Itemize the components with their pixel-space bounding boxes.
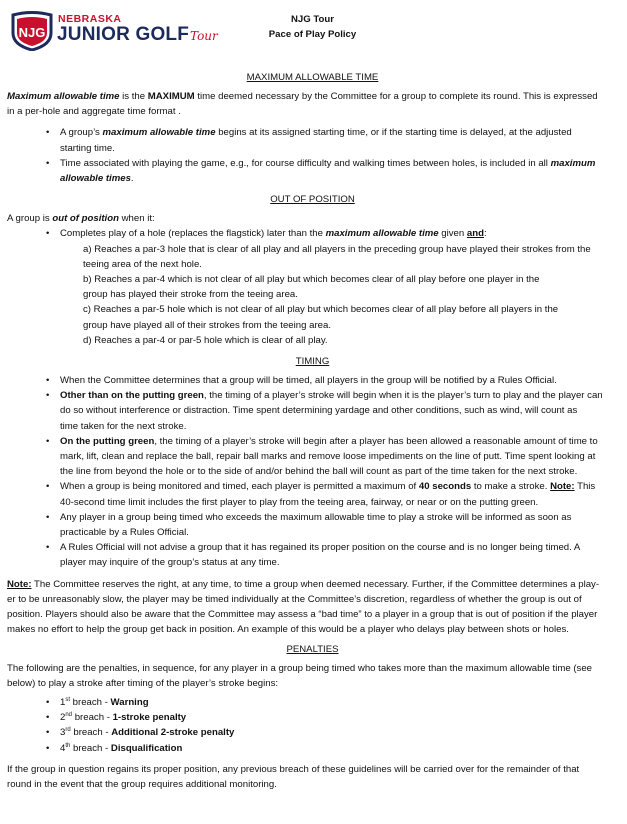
list-item: • Completes play of a hole (replaces the flagstick) later than the maximum allowable time given and: — [7, 226, 618, 241]
max-time-intro: Maximum allowable time is the MAXIMUM time deemed necessary by the Committee for a group to complete its round. This is expressed in a per-hole and aggregate time format . — [7, 91, 598, 118]
title-line-2: Pace of Play Policy — [268, 29, 357, 40]
list-item: • Time associated with playing the game, e.g., for course difficulty and walking times between holes, is included in all maximum allowable times. — [7, 156, 618, 186]
condition-a: a) Reaches a par-3 hole that is clear of all play and all players in the preceding group have played their strokes from the teeing area of the next hole. — [83, 243, 591, 270]
logo-tour: Tour — [190, 29, 218, 43]
list-item: • 1st breach - Warning — [7, 695, 618, 710]
penalties-heading: PENALTIES — [286, 643, 339, 655]
list-item: • 2nd breach - 1-stroke penalty — [7, 710, 618, 725]
max-time-list — [7, 125, 618, 186]
out-of-position-heading: OUT OF POSITION — [270, 194, 355, 206]
penalties-closing: If the group in question regains its proper position, any previous breach of these guidelines will be carried over for the remainder of that round in the event that the group requires additional monitoring. — [7, 763, 580, 790]
title-line-1: NJG Tour — [291, 14, 334, 25]
logo-mark-text: NJG — [18, 25, 46, 40]
list-item: • A Rules Official will not advise a group that it has regained its proper position on the course and is no longer being timed. A player may inquire of the group’s status at any time. — [7, 540, 618, 570]
list-item: • On the putting green, the timing of a player’s stroke will begin after a player has been allowed a reasonable amount of time to mark, lift, clean and replace the ball, repair ball marks and remove loose impediments on the line of putt. Time spent looking at the line from beyond the hole or to the side of and/or behind the ball will count as part of the time taken for the next stroke. — [7, 434, 618, 480]
logo-nebraska: NEBRASKA — [58, 13, 122, 25]
condition-c: c) Reaches a par-5 hole which is not clear of all play but which becomes clear of all play before all players in the group have played all of their strokes from the teeing area. — [83, 304, 559, 331]
condition-b: b) Reaches a par-4 which is not clear of all play but which becomes clear of all play before one player in the group has played their stroke from the teeing area. — [83, 274, 540, 301]
timing-heading: TIMING — [295, 356, 330, 368]
list-item: • 4th breach - Disqualification — [7, 741, 618, 756]
max-time-heading: MAXIMUM ALLOWABLE TIME — [246, 72, 379, 83]
penalties-intro: The following are the penalties, in sequence, for any player in a group being timed who takes more than the maximum allowable time (see below) to play a stroke after timing of the player’s stroke begins: — [7, 662, 593, 689]
condition-d: d) Reaches a par-4 or par-5 hole which is clear of all play. — [83, 334, 328, 346]
committee-note: Note: The Committee reserves the right, at any time, to time a group when deemed necessary. Further, if the Committee determines a play- er to be unreasonably slow, the player may be timed individually at the Committee’s discretion, regardless of whether the group is out of position. Players should also be aware that the Committee may assess a “bad time” to a player in a group that is out of position if the player makes no effort to help the group get back in position. An example of this would be a player who delays play between shots or holes. — [7, 578, 600, 636]
out-of-position-list — [7, 226, 618, 241]
list-item: • Other than on the putting green, the timing of a player’s stroke will begin when it is the player’s turn to play and the player can do so without interference or distraction. Time spent determining yardage and other conditions, such as wind, will count as time taken for the next stroke. — [7, 388, 618, 434]
timing-list — [7, 373, 618, 571]
list-item: • Any player in a group being timed who exceeds the maximum allowable time to play a stroke will be informed as soon as practicable by a Rules Official. — [7, 510, 618, 540]
document-title — [7, 12, 618, 42]
out-of-position-intro: A group is out of position when it: — [7, 213, 155, 225]
list-item: • When the Committee determines that a group will be timed, all players in the group will be notified by a Rules Official. — [7, 373, 618, 388]
document-header — [7, 8, 618, 58]
penalties-list — [7, 695, 618, 756]
list-item: • 3rd breach - Additional 2-stroke penalty — [7, 725, 618, 740]
list-item: • When a group is being monitored and timed, each player is permitted a maximum of 40 seconds to make a stroke. Note: This 40-second time limit includes the first player to play from the teeing area, fairway, or near or on the putting green. — [7, 479, 618, 509]
logo-junior-golf: JUNIOR GOLF — [57, 24, 190, 45]
condition-list — [7, 242, 618, 348]
list-item: • A group’s maximum allowable time begins at its assigned starting time, or if the starting time is delayed, at the adjusted starting time. — [7, 125, 618, 155]
